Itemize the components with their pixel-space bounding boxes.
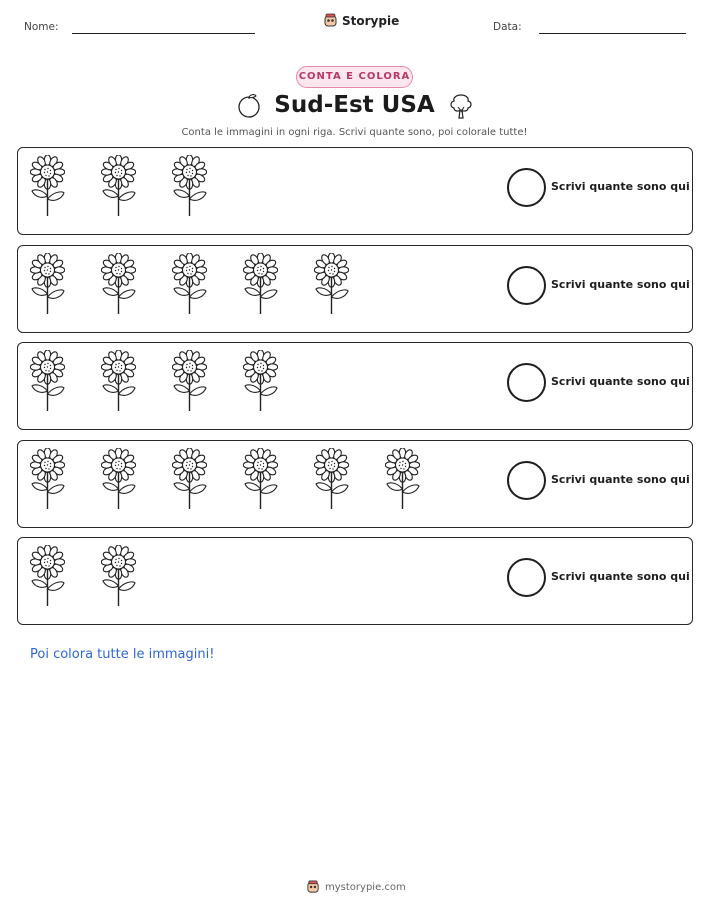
sunflower-icon — [101, 350, 136, 412]
answer-circle[interactable] — [507, 168, 546, 207]
counting-row — [17, 537, 693, 625]
flower-group — [30, 350, 278, 412]
header — [0, 0, 709, 50]
sunflower-icon — [30, 545, 65, 607]
sunflower-icon — [172, 155, 207, 217]
counting-row — [17, 440, 693, 528]
answer-label: Scrivi quante sono qui — [551, 180, 690, 193]
sunflower-icon — [314, 448, 349, 510]
sunflower-icon — [101, 545, 136, 607]
sunflower-icon — [243, 253, 278, 315]
name-label: Nome: — [24, 21, 59, 33]
answer-label: Scrivi quante sono qui — [551, 375, 690, 388]
flower-group — [30, 155, 207, 217]
answer-circle[interactable] — [507, 461, 546, 500]
sunflower-icon — [101, 448, 136, 510]
name-field[interactable] — [72, 33, 255, 34]
sunflower-icon — [30, 253, 65, 315]
counting-row — [17, 342, 693, 430]
sunflower-icon — [314, 253, 349, 315]
answer-label: Scrivi quante sono qui — [551, 473, 690, 486]
sunflower-icon — [243, 448, 278, 510]
sunflower-icon — [30, 448, 65, 510]
sunflower-icon — [172, 448, 207, 510]
footer-brand — [306, 880, 406, 894]
sunflower-icon — [101, 155, 136, 217]
page-title: Sud-Est USA — [274, 92, 435, 118]
sunflower-icon — [30, 155, 65, 217]
footer-site: mystorypie.com — [325, 881, 406, 893]
instructions: Conta le immagini in ogni riga. Scrivi quante sono, poi colorale tutte! — [181, 127, 528, 138]
answer-circle[interactable] — [507, 558, 546, 597]
sunflower-icon — [172, 253, 207, 315]
answer-circle[interactable] — [507, 266, 546, 305]
tree-icon — [448, 92, 474, 120]
sunflower-icon — [243, 350, 278, 412]
flower-group — [30, 448, 420, 510]
brand-logo — [323, 13, 399, 28]
sunflower-icon — [30, 350, 65, 412]
flower-group — [30, 253, 349, 315]
storypie-mascot-icon — [323, 13, 338, 28]
answer-label: Scrivi quante sono qui — [551, 278, 690, 291]
sunflower-icon — [385, 448, 420, 510]
storypie-mascot-icon — [306, 880, 320, 894]
counting-row — [17, 245, 693, 333]
flower-group — [30, 545, 136, 607]
sunflower-icon — [172, 350, 207, 412]
date-label: Data: — [493, 21, 522, 33]
answer-circle[interactable] — [507, 363, 546, 402]
sunflower-icon — [101, 253, 136, 315]
title-wrap — [0, 92, 709, 118]
coloring-note: Poi colora tutte le immagini! — [30, 647, 215, 662]
brand-name: Storypie — [342, 13, 400, 28]
activity-badge: CONTA E COLORA — [296, 66, 413, 88]
answer-label: Scrivi quante sono qui — [551, 570, 690, 583]
counting-row — [17, 147, 693, 235]
date-field[interactable] — [539, 33, 686, 34]
